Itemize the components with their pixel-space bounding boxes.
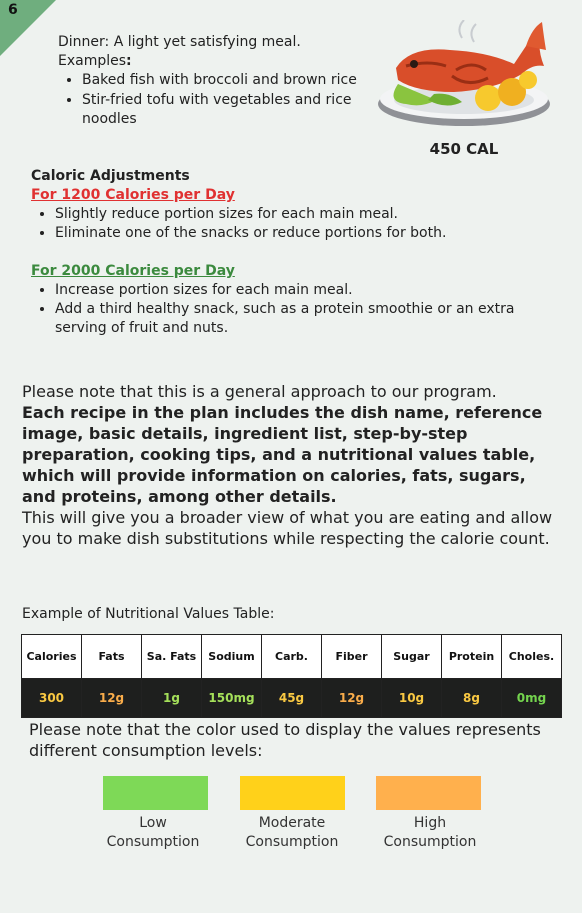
- header-sodium: Sodium: [202, 635, 262, 679]
- header-sugar: Sugar: [382, 635, 442, 679]
- caloric-adjustments-title: Caloric Adjustments: [31, 168, 190, 184]
- legend-label-low: Low Consumption: [106, 815, 200, 850]
- note-line: This will give you a broader view of what you are eating and allow you to make dish substitutions while respecting the calorie count.: [22, 508, 553, 548]
- value-sugar: 10g: [382, 679, 442, 718]
- list-item: • Slightly reduce portion sizes for each main meal.: [55, 205, 551, 224]
- list-item: • Eliminate one of the snacks or reduce portions for both.: [55, 224, 551, 243]
- program-note: [22, 381, 562, 549]
- list-item: • Increase portion sizes for each main meal.: [55, 281, 551, 300]
- examples-label: Examples:: [58, 53, 132, 69]
- header-carb: Carb.: [262, 635, 322, 679]
- value-carb: 45g: [262, 679, 322, 718]
- value-protein: 8g: [442, 679, 502, 718]
- value-sat-fats: 1g: [142, 679, 202, 718]
- legend-label-high: High Consumption: [383, 815, 477, 850]
- value-choles: 0mg: [502, 679, 562, 718]
- dinner-section: [58, 33, 358, 130]
- dinner-title: Dinner: A light yet satisfying meal.: [58, 34, 301, 50]
- heading-2000-calories: For 2000 Calories per Day: [31, 263, 235, 279]
- table-value-row: [22, 679, 562, 718]
- heading-1200-calories: For 1200 Calories per Day: [31, 187, 235, 203]
- header-sat-fats: Sa. Fats: [142, 635, 202, 679]
- list-item: • Stir-fried tofu with vegetables and rice noodles: [82, 91, 358, 129]
- baked-fish-illustration: [376, 20, 552, 132]
- value-fiber: 12g: [322, 679, 382, 718]
- dinner-examples-list: [58, 71, 358, 129]
- swatch-low: [103, 776, 208, 810]
- header-fats: Fats: [82, 635, 142, 679]
- table-title: Example of Nutritional Values Table:: [22, 606, 275, 622]
- list-2000-calories: [31, 281, 551, 338]
- header-fiber: Fiber: [322, 635, 382, 679]
- caloric-adjustments: [31, 167, 551, 338]
- note-line: Please note that this is a general approach to our program.: [22, 382, 497, 401]
- swatch-high: [376, 776, 481, 810]
- nutrition-table: [21, 634, 562, 718]
- value-calories: 300: [22, 679, 82, 718]
- header-calories: Calories: [22, 635, 82, 679]
- header-protein: Protein: [442, 635, 502, 679]
- list-item: • Add a third healthy snack, such as a protein smoothie or an extra serving of fruit and nuts.: [55, 300, 551, 338]
- value-fats: 12g: [82, 679, 142, 718]
- header-choles: Choles.: [502, 635, 562, 679]
- swatch-moderate: [240, 776, 345, 810]
- list-item: • Baked fish with broccoli and brown rice: [82, 71, 358, 90]
- page-number: 6: [8, 2, 18, 18]
- note-bold-paragraph: Each recipe in the plan includes the dish name, reference image, basic details, ingredient list, step-by-step preparation, cooking tips, and a nutritional values table, which will provide information on calories, fats, sugars, and proteins, among other details.: [22, 403, 543, 506]
- legend-label-moderate: Moderate Consumption: [245, 815, 339, 850]
- calories-badge: 450 CAL: [429, 140, 499, 158]
- legend-note: Please note that the color used to display the values represents different consumption levels:: [29, 720, 541, 760]
- table-header-row: [22, 635, 562, 679]
- list-1200-calories: [31, 205, 551, 243]
- value-sodium: 150mg: [202, 679, 262, 718]
